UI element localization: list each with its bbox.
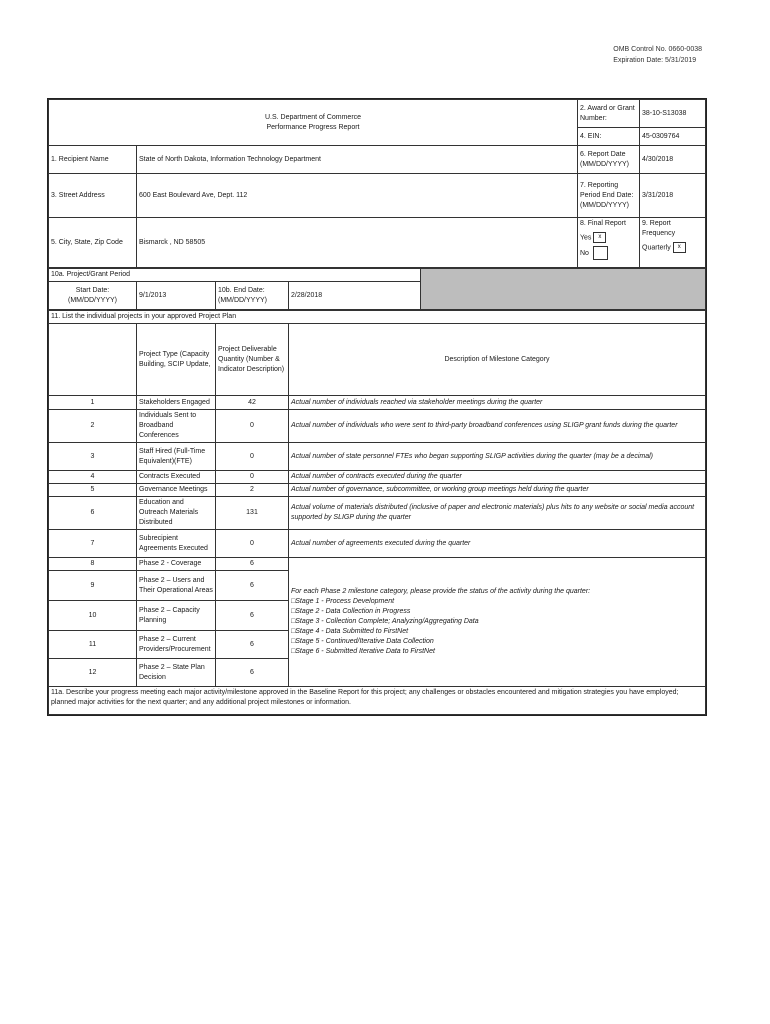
- row-number: 3: [49, 443, 137, 471]
- row-number: 5: [49, 484, 137, 497]
- deliverable-quantity: 2: [216, 484, 289, 497]
- final-report-cell: [578, 218, 640, 268]
- phase-2-stage-1: □Stage 1 - Process Development: [291, 598, 395, 605]
- project-type: Subrecipient Agreements Executed: [137, 530, 216, 558]
- ein-label: 4. EIN:: [578, 128, 640, 146]
- report-date-label: 6. Report Date (MM/DD/YYYY): [578, 146, 640, 174]
- deliverable-quantity: 6: [216, 659, 289, 687]
- omb-info: [613, 44, 702, 66]
- milestone-description: Actual number of contracts executed during the quarter: [289, 471, 706, 484]
- header-number-cell: [49, 324, 137, 396]
- report-frequency-quarterly-checkbox[interactable]: x: [673, 242, 686, 253]
- final-report-no-checkbox[interactable]: [593, 246, 608, 260]
- row-number: 1: [49, 396, 137, 410]
- phase-2-stage-2: □Stage 2 - Data Collection in Progress: [291, 608, 411, 615]
- grant-period-header: 10a. Project/Grant Period: [49, 269, 421, 282]
- phase-2-intro: For each Phase 2 milestone category, please provide the status of the activity during the quarter:: [291, 588, 591, 595]
- deliverable-quantity: 0: [216, 530, 289, 558]
- department-name: U.S. Department of Commerce: [264, 113, 362, 121]
- city-state-zip-value: Bismarck , ND 58505: [137, 218, 578, 268]
- project-type: Phase 2 - Coverage: [137, 558, 216, 571]
- row-number: 6: [49, 497, 137, 530]
- report-frequency-label: 9. Report Frequency: [642, 220, 676, 237]
- city-state-zip-label: 5. City, State, Zip Code: [49, 218, 137, 268]
- milestone-description: Actual number of governance, subcommittee, or working group meetings held during the quarter: [289, 484, 706, 497]
- grant-period-shaded: [421, 269, 706, 310]
- column-header-project-type: Project Type (Capacity Building, SCIP Update,: [137, 324, 216, 396]
- deliverable-quantity: 0: [216, 410, 289, 443]
- stage-label: Stage 2 - Data Collection in Progress: [295, 608, 411, 615]
- column-header-deliverable-quantity: Project Deliverable Quantity (Number & Indicator Description): [216, 324, 289, 396]
- milestone-description: Actual number of individuals who were sent to third-party broadband conferences using SLIGP grant funds during the quarter: [289, 410, 706, 443]
- row-number: 2: [49, 410, 137, 443]
- report-date-value: 4/30/2018: [640, 146, 706, 174]
- report-title: Performance Progress Report: [266, 123, 360, 131]
- table-row: [49, 558, 706, 571]
- table-row: [49, 471, 706, 484]
- table-row: [49, 530, 706, 558]
- phase-2-milestone-description: [289, 558, 706, 687]
- milestone-description: Actual volume of materials distributed (inclusive of paper and electronic materials) plus hits to any website or social media account supported by SLIGP during the quarter: [289, 497, 706, 530]
- street-address-label: 3. Street Address: [49, 174, 137, 218]
- header-table: [48, 99, 706, 268]
- reporting-period-value: 3/31/2018: [640, 174, 706, 218]
- ein-value: 45-0309764: [640, 128, 706, 146]
- deliverable-quantity: 131: [216, 497, 289, 530]
- project-type: Phase 2 – Users and Their Operational Areas: [137, 571, 216, 601]
- phase-2-stage-6: □Stage 6 - Submitted Iterative Data to FirstNet: [291, 648, 435, 655]
- street-address-value: 600 East Boulevard Ave, Dept. 112: [137, 174, 578, 218]
- final-report-yes-checkbox[interactable]: x: [593, 232, 606, 243]
- table-row: [49, 443, 706, 471]
- row-number: 12: [49, 659, 137, 687]
- stage-label: Stage 5 - Continued/Iterative Data Collection: [295, 638, 434, 645]
- milestone-description: Actual number of state personnel FTEs who began supporting SLIGP activities during the quarter (may be a decimal): [289, 443, 706, 471]
- project-type: Phase 2 – Current Providers/Procurement: [137, 631, 216, 659]
- row-number: 7: [49, 530, 137, 558]
- omb-expiration-date: Expiration Date: 5/31/2019: [613, 57, 697, 64]
- deliverable-quantity: 6: [216, 631, 289, 659]
- report-header: [49, 100, 578, 146]
- milestone-description: Actual number of agreements executed during the quarter: [289, 530, 706, 558]
- row-number: 11: [49, 631, 137, 659]
- deliverable-quantity: 0: [216, 443, 289, 471]
- omb-control-number: OMB Control No. 0660-0038: [613, 46, 702, 53]
- projects-header: 11. List the individual projects in your approved Project Plan: [49, 311, 706, 324]
- milestone-description: Actual number of individuals reached via stakeholder meetings during the quarter: [289, 396, 706, 410]
- phase-2-stage-3: □Stage 3 - Collection Complete; Analyzing/Aggregating Data: [291, 618, 479, 625]
- project-type: Phase 2 – Capacity Planning: [137, 601, 216, 631]
- row-number: 9: [49, 571, 137, 601]
- project-type: Individuals Sent to Broadband Conferences: [137, 410, 216, 443]
- phase-2-stage-5: □Stage 5 - Continued/Iterative Data Collection: [291, 638, 434, 645]
- project-type: Phase 2 – State Plan Decision: [137, 659, 216, 687]
- row-number: 4: [49, 471, 137, 484]
- stage-label: Stage 6 - Submitted Iterative Data to FirstNet: [295, 648, 435, 655]
- row-number: 8: [49, 558, 137, 571]
- project-type: Contracts Executed: [137, 471, 216, 484]
- grant-period-table: [48, 268, 706, 310]
- recipient-name-value: State of North Dakota, Information Technology Department: [137, 146, 578, 174]
- deliverable-quantity: 6: [216, 601, 289, 631]
- deliverable-quantity: 0: [216, 471, 289, 484]
- stage-label: Stage 1 - Process Development: [295, 598, 395, 605]
- stage-label: Stage 3 - Collection Complete; Analyzing/Aggregating Data: [295, 618, 479, 625]
- performance-progress-report-form: [47, 98, 707, 716]
- project-type: Education and Outreach Materials Distributed: [137, 497, 216, 530]
- table-row: [49, 497, 706, 530]
- project-type: Staff Hired (Full-Time Equivalent)(FTE): [137, 443, 216, 471]
- award-number-value: 38-10-S13038: [640, 100, 706, 128]
- table-row: [49, 396, 706, 410]
- recipient-name-label: 1. Recipient Name: [49, 146, 137, 174]
- phase-2-stage-4: □Stage 4 - Data Submitted to FirstNet: [291, 628, 409, 635]
- table-row: [49, 410, 706, 443]
- report-frequency-cell: [640, 218, 706, 268]
- stage-label: Stage 4 - Data Submitted to FirstNet: [295, 628, 409, 635]
- deliverable-quantity: 6: [216, 571, 289, 601]
- award-number-label: 2. Award or Grant Number:: [578, 100, 640, 128]
- table-row: [49, 484, 706, 497]
- deliverable-quantity: 42: [216, 396, 289, 410]
- deliverable-quantity: 6: [216, 558, 289, 571]
- progress-description: 11a. Describe your progress meeting each major activity/milestone approved in the Baseline Report for this project; any challenges or obstacles encountered and mitigation strategies you have employed; planned major activities for the next quarter; and any additional project milestones or information.: [49, 687, 706, 715]
- projects-table: [48, 310, 706, 715]
- start-date-label: Start Date: (MM/DD/YYYY): [49, 282, 137, 310]
- project-type: Stakeholders Engaged: [137, 396, 216, 410]
- reporting-period-label: 7. Reporting Period End Date: (MM/DD/YYYY): [578, 174, 640, 218]
- final-report-label: 8. Final Report: [580, 220, 626, 227]
- final-report-no-label: No: [580, 250, 589, 258]
- project-type: Governance Meetings: [137, 484, 216, 497]
- final-report-yes-label: Yes: [580, 234, 592, 242]
- report-frequency-quarterly-label: Quarterly: [642, 244, 671, 252]
- row-number: 10: [49, 601, 137, 631]
- end-date-value: 2/28/2018: [289, 282, 421, 310]
- end-date-label: 10b. End Date: (MM/DD/YYYY): [216, 282, 289, 310]
- start-date-value: 9/1/2013: [137, 282, 216, 310]
- column-header-milestone-description: Description of Milestone Category: [289, 324, 706, 396]
